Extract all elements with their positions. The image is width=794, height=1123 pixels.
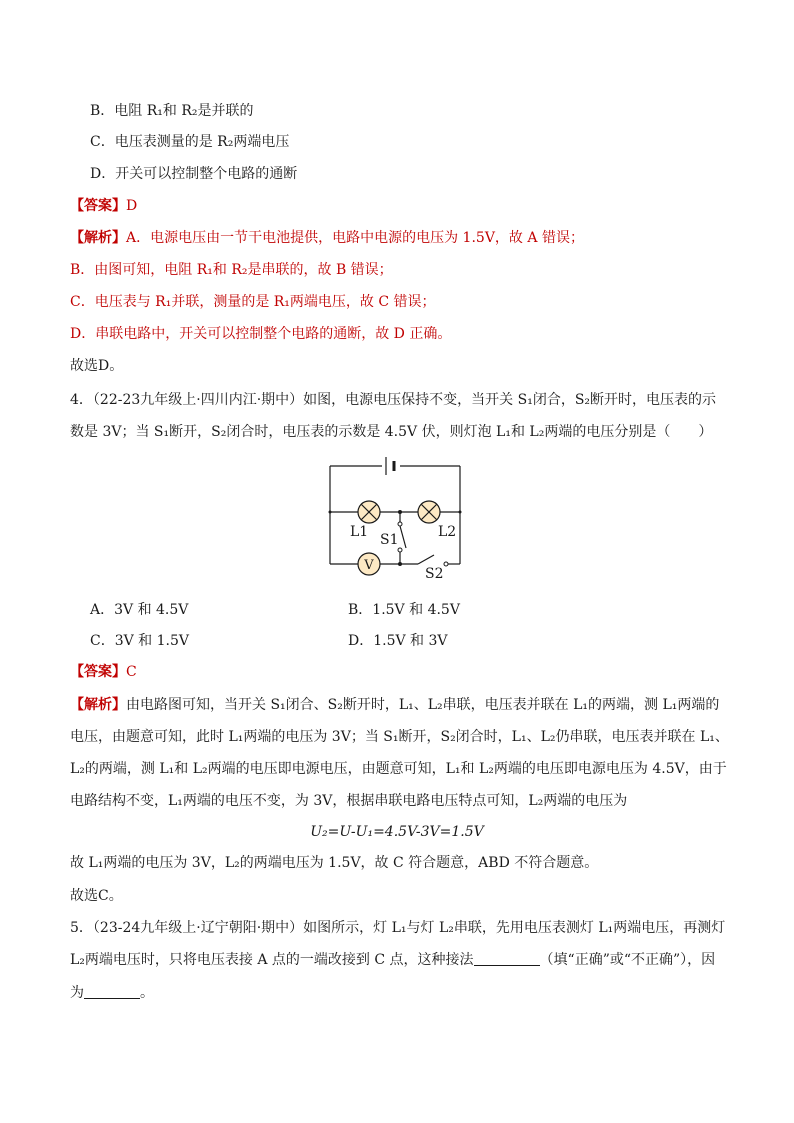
label-s2: S2 (425, 566, 444, 582)
q4-option-d: D．1.5V 和 3V (348, 633, 448, 649)
switch-s2-icon (418, 555, 448, 566)
q3-conclusion: 故选D。 (70, 358, 124, 374)
q3-option-b: B．电阻 R₁和 R₂是并联的 (90, 103, 254, 119)
q3-option-c: C．电压表测量的是 R₂两端电压 (90, 134, 290, 150)
q4-analysis-3: L₂的两端，测 L₁和 L₂两端的电压即电源电压，由题意可知，L₁和 L₂两端的电压即电源电压为 4.5V，由于 (70, 761, 727, 777)
q3-option-d: D．开关可以控制整个电路的通断 (90, 166, 298, 182)
answer-blank-2[interactable] (84, 984, 140, 999)
q4-option-c: C．3V 和 1.5V (90, 633, 190, 649)
q3-answer (70, 196, 137, 216)
q4-answer (70, 662, 137, 682)
lamp-l2-icon (418, 501, 440, 523)
q5-stem-line-1: 5．（23-24九年级上·辽宁朝阳·期中）如图所示，灯 L₁与灯 L₂串联，先用电压表测灯 L₁两端电压，再测灯 (70, 920, 726, 936)
q5-stem-line-2 (70, 950, 715, 970)
q4-conclusion: 故选C。 (70, 888, 123, 904)
q3-analysis-4: D．串联电路中，开关可以控制整个电路的通断，故 D 正确。 (70, 326, 452, 342)
answer-tag: 【答案】 (70, 664, 126, 680)
label-l2: L2 (438, 524, 457, 540)
q3-analysis-1 (70, 228, 584, 248)
q4-analysis-5: 故 L₁两端的电压为 3V，L₂的两端电压为 1.5V，故 C 符合题意，ABD 不符合题意。 (70, 855, 599, 871)
q4-option-a: A．3V 和 4.5V (90, 602, 189, 618)
q5-stem-text: 为 (70, 985, 84, 1001)
q5-stem-line-3 (70, 983, 154, 1003)
q3-analysis-2: B．由图可知，电阻 R₁和 R₂是串联的，故 B 错误； (70, 262, 393, 278)
q5-stem-text: L₂两端电压时，只将电压表接 A 点的一端改接到 C 点，这种接法 (70, 952, 474, 968)
lamp-l1-icon (358, 501, 380, 523)
q4-stem-line-1: 4．（22-23九年级上·四川内江·期中）如图，电源电压保持不变，当开关 S₁闭合，S₂断开时，电压表的示 (70, 392, 717, 408)
q4-option-b: B．1.5V 和 4.5V (348, 602, 460, 618)
answer-value: D (126, 198, 138, 214)
q4-stem-line-2: 数是 3V；当 S₁断开，S₂闭合时，电压表的示数是 4.5V 伏，则灯泡 L₁和 L₂两端的电压分别是（ ） (70, 424, 713, 440)
q4-analysis-2: 电压，由题意可知，此时 L₁两端的电压为 3V；当 S₁断开，S₂闭合时，L₁、L₂仍串联，电压表并联在 L₁、 (70, 729, 729, 745)
q4-analysis-4: 电路结构不变，L₁两端的电压不变，为 3V，根据串联电路电压特点可知，L₂两端的电压为 (70, 793, 628, 809)
analysis-tag: 【解析】 (70, 230, 126, 246)
q3-analysis-3: C．电压表与 R₁并联，测量的是 R₁两端电压，故 C 错误； (70, 294, 436, 310)
answer-tag: 【答案】 (70, 198, 126, 214)
analysis-tag: 【解析】 (70, 697, 126, 713)
q5-stem-text: （填“正确”或“不正确”），因 (539, 952, 716, 968)
battery-icon (386, 457, 394, 475)
voltmeter-icon (358, 553, 380, 575)
q5-stem-text: 。 (140, 985, 154, 1001)
q4-formula: U₂=U-U₁=4.5V-3V=1.5V (310, 824, 484, 840)
label-l1: L1 (350, 524, 369, 540)
analysis-text: 由电路图可知，当开关 S₁闭合、S₂断开时，L₁、L₂串联，电压表并联在 L₁的两端，测 L₁两端的 (126, 697, 720, 713)
q4-analysis-1 (70, 695, 719, 715)
circuit-diagram (320, 452, 470, 582)
analysis-text: A．电源电压由一节干电池提供，电路中电源的电压为 1.5V，故 A 错误； (126, 230, 584, 246)
answer-value: C (126, 664, 137, 680)
voltmeter-label: V (364, 558, 374, 573)
answer-blank-1[interactable] (474, 951, 540, 966)
switch-s1-icon (398, 522, 402, 552)
label-s1: S1 (380, 532, 399, 548)
